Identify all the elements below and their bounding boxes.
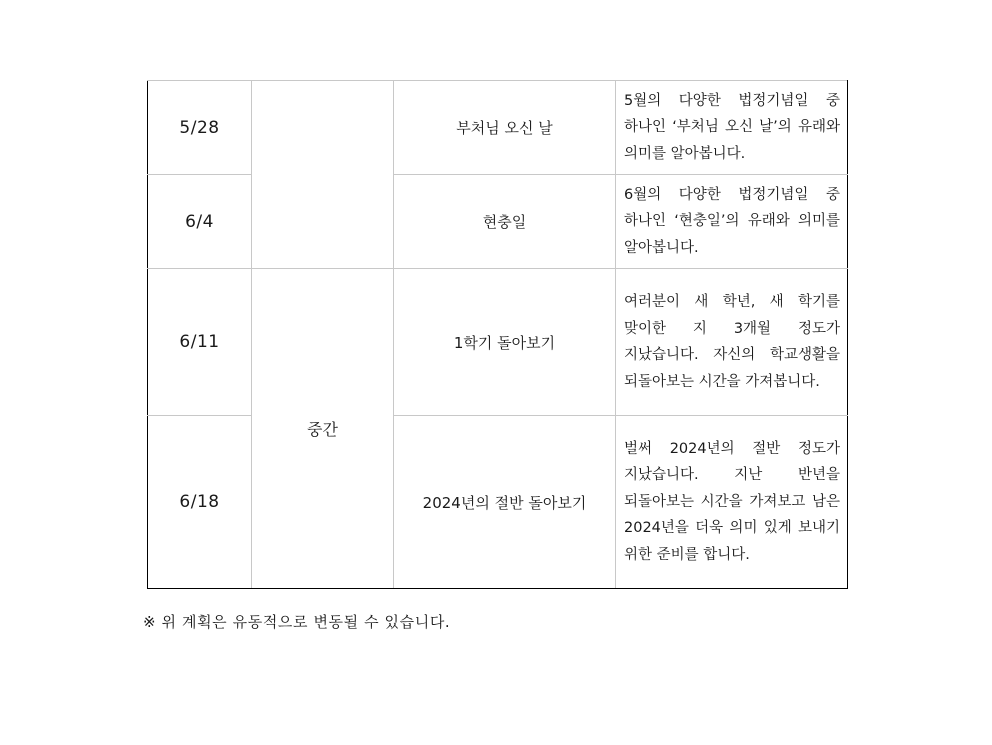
date-cell: 5/28 xyxy=(148,81,252,175)
description-cell: 벌써 2024년의 절반 정도가 지났습니다. 지난 반년을 되돌아보는 시간을 가져보고 남은 2024년을 더욱 의미 있게 보내기 위한 준비를 합니다. xyxy=(616,416,848,589)
description-cell: 5월의 다양한 법정기념일 중 하나인 ‘부처님 오신 날’의 유래와 의미를 알아봅니다. xyxy=(616,81,848,175)
footnote: ※ 위 계획은 유동적으로 변동될 수 있습니다. xyxy=(143,613,451,631)
topic-cell: 1학기 돌아보기 xyxy=(394,269,616,416)
description-cell: 여러분이 새 학년, 새 학기를 맞이한 지 3개월 정도가 지났습니다. 자신의 학교생활을 되돌아보는 시간을 가져봅니다. xyxy=(616,269,848,416)
division-cell: 중간 xyxy=(252,269,394,589)
topic-cell: 현충일 xyxy=(394,175,616,269)
topic-cell: 부처님 오신 날 xyxy=(394,81,616,175)
date-cell: 6/11 xyxy=(148,269,252,416)
table-row xyxy=(148,269,848,416)
description-cell: 6월의 다양한 법정기념일 중 하나인 ‘현충일’의 유래와 의미를 알아봅니다. xyxy=(616,175,848,269)
division-cell xyxy=(252,81,394,269)
table-row xyxy=(148,81,848,175)
schedule-table xyxy=(147,80,848,589)
topic-cell: 2024년의 절반 돌아보기 xyxy=(394,416,616,589)
date-cell: 6/4 xyxy=(148,175,252,269)
date-cell: 6/18 xyxy=(148,416,252,589)
